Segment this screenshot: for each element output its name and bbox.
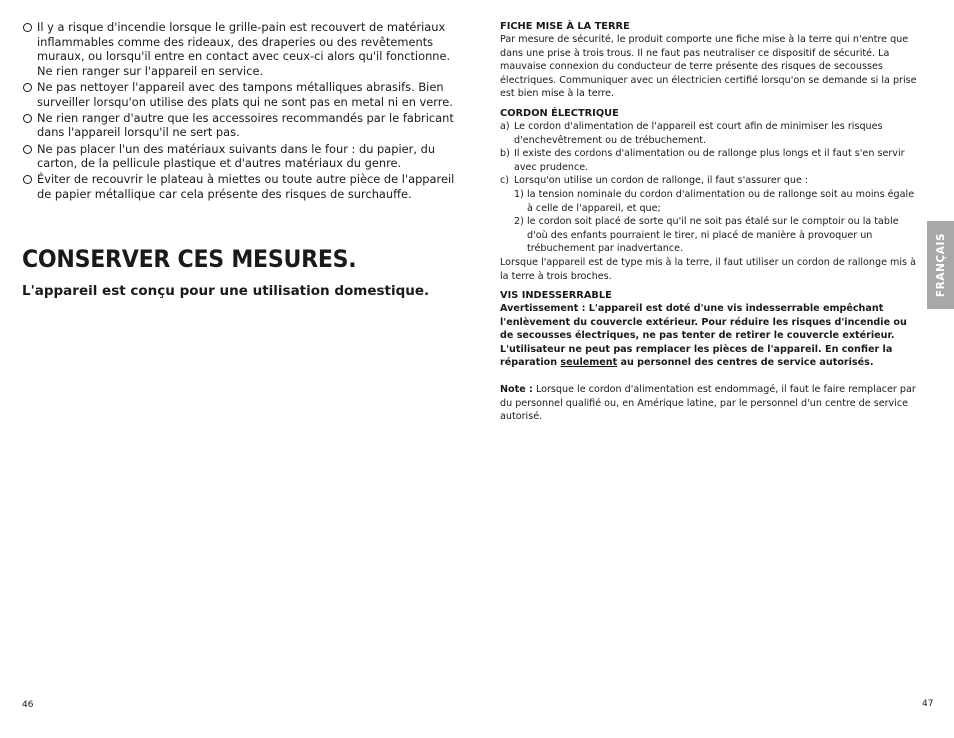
page-number: 46 bbox=[22, 700, 34, 710]
item-text: Lorsqu'on utilise un cordon de rallonge, il faut s'assurer que : bbox=[514, 175, 809, 187]
circle-bullet-icon bbox=[23, 175, 32, 184]
list-item bbox=[500, 174, 920, 188]
warning-text bbox=[500, 302, 920, 370]
note-body: Lorsque le cordon d'alimentation est endommagé, il faut le faire remplacer par du personnel qualifié ou, en Amérique latine, par le personnel d'un centre de service autorisé. bbox=[500, 384, 916, 423]
warning-text-end: au personnel des centres de service autorisés. bbox=[617, 357, 874, 369]
bullet-text: Ne pas nettoyer l'appareil avec des tampons métalliques abrasifs. Bien surveiller lorsqu'on utilise des plats qui ne sont pas en metal ni en verre. bbox=[37, 79, 453, 109]
item-label: a) bbox=[500, 120, 510, 132]
note-text bbox=[500, 383, 920, 424]
section-heading: VIS INDESSERRABLE bbox=[500, 290, 612, 302]
section-text: Lorsque l'appareil est de type mis à la terre, il faut utiliser un cordon de rallonge mis à la terre à trois broches. bbox=[500, 256, 916, 282]
list-item bbox=[23, 80, 455, 109]
list-item bbox=[23, 20, 455, 78]
item-label: c) bbox=[500, 175, 510, 187]
page-title: CONSERVER CES MESURES. bbox=[22, 245, 357, 273]
circle-bullet-icon bbox=[23, 83, 32, 92]
item-label: 2) bbox=[514, 216, 524, 228]
bullet-text: Ne pas placer l'un des matériaux suivants dans le four : du papier, du carton, de la pellicule plastique et d'autres matériaux du genre. bbox=[37, 141, 436, 171]
bullet-text: Ne rien ranger d'autre que les accessoires recommandés par le fabricant dans l'appareil lorsqu'il ne sert pas. bbox=[37, 110, 454, 140]
item-text: Le cordon d'alimentation de l'appareil est court afin de minimiser les risques d'enchevêtrement ou de trébuchement. bbox=[514, 120, 883, 146]
circle-bullet-icon bbox=[23, 114, 32, 123]
item-text: Il existe des cordons d'alimentation ou de rallonge plus longs et il faut s'en servir avec prudence. bbox=[514, 148, 905, 173]
page-number: 47 bbox=[922, 699, 934, 709]
list-item bbox=[23, 111, 455, 140]
list-item bbox=[500, 120, 920, 147]
page-subtitle: L'appareil est conçu pour une utilisation domestique. bbox=[22, 283, 430, 299]
warning-text-start: Avertissement : L'appareil est doté d'une vis indesserrable empêchant l'enlèvement du couvercle extérieur. Pour réduire les risques d'incendie ou de secousses électriques, ne pas tenter de retirer le couvercle extérieur. L'utilisateur ne peut pas remplacer les pièces de l'appareil. En confier la réparation bbox=[500, 303, 907, 369]
bullet-text: Il y a risque d'incendie lorsque le grille-pain est recouvert de matériaux inflammables comme des rideaux, des draperies ou des revêtements muraux, ou lorsqu'il entre en contact avec ceux-ci alors qu'il fonctionne. Ne rien ranger sur l'appareil en service. bbox=[37, 20, 451, 78]
instructions-column bbox=[500, 20, 920, 430]
language-tab bbox=[927, 221, 954, 309]
cord-section bbox=[500, 107, 920, 283]
section-text: Par mesure de sécurité, le produit comporte une fiche mise à la terre qui n'entre que dans une prise à trois trous. Il ne faut pas neutraliser ce dispositif de sécurité. La mauvaise connexion du conducteur de terre présente des risques de secousses électriques. Communiquer avec un électricien certifié lorsqu'on se demande si la prise est bien mise à la terre. bbox=[500, 34, 917, 100]
section-heading: FICHE MISE À LA TERRE bbox=[500, 21, 630, 32]
grounding-section bbox=[500, 20, 920, 101]
screw-section bbox=[500, 289, 920, 424]
sub-list-item bbox=[500, 215, 920, 256]
circle-bullet-icon bbox=[23, 145, 32, 154]
circle-bullet-icon bbox=[23, 23, 32, 32]
bullet-text: Éviter de recouvrir le plateau à miettes ou toute autre pièce de l'appareil de papier métallique car cela présente des risques de surchauffe. bbox=[37, 172, 455, 201]
list-item bbox=[23, 172, 455, 201]
language-label: FRANÇAIS bbox=[934, 232, 947, 298]
item-label: 1) bbox=[514, 188, 524, 200]
list-item bbox=[500, 147, 920, 174]
list-item bbox=[23, 142, 455, 171]
sub-list-item bbox=[500, 188, 920, 215]
note-label: Note : bbox=[500, 384, 533, 396]
item-text: le cordon soit placé de sorte qu'il ne soit pas étalé sur le comptoir ou la table d'où des enfants pourraient le tirer, ni placé de manière à provoquer un trébuchement par inadvertance. bbox=[527, 216, 899, 255]
safety-bullet-list bbox=[23, 20, 455, 203]
section-heading: CORDON ÉLECTRIQUE bbox=[500, 107, 619, 119]
item-label: b) bbox=[500, 148, 510, 160]
warning-emphasis: seulement bbox=[560, 357, 618, 369]
right-page bbox=[477, 0, 954, 738]
item-text: la tension nominale du cordon d'alimentation ou de rallonge soit au moins égale à celle de l'appareil, et que; bbox=[527, 188, 915, 214]
